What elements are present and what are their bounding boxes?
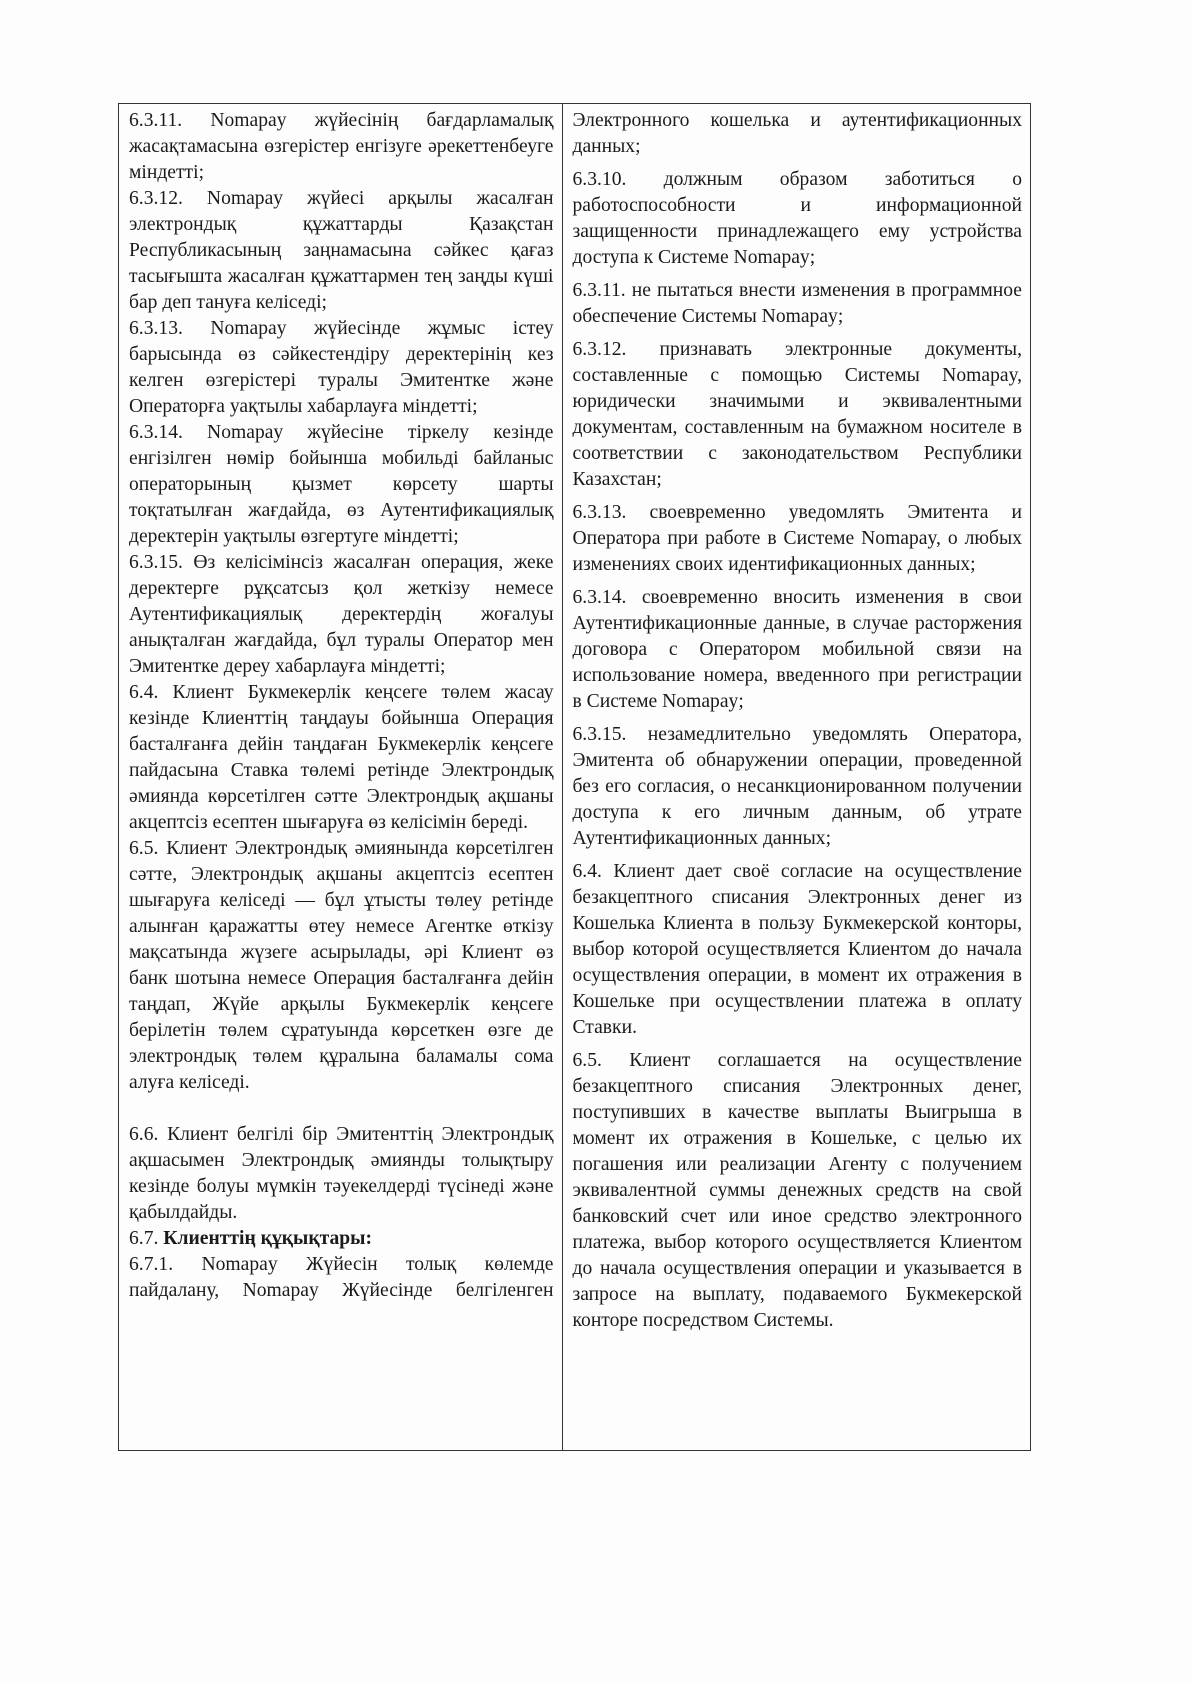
section-6-7-heading-kz bbox=[129, 1226, 554, 1252]
clause-6-5-ru: 6.5. Клиент соглашается на осуществление безакцептного списания Электронных денег, поступивших в качестве выплаты Выигрыша в момент их отражения в Кошельке, с целью их погашения или реализации Агенту с получением эквивалентной суммы денежных средств на свой банковский счет или иное средство электронного платежа, выбор которого осуществляется Клиентом до начала осуществления операции и указывается в запросе на выплату, подаваемого Букмекерской конторе посредством Системы. bbox=[572, 1050, 1022, 1331]
spacer bbox=[129, 1096, 554, 1122]
clause-6-4-kz: 6.4. Клиент Букмекерлік кеңсеге төлем жасау кезінде Клиенттің таңдауы бойынша Операция басталғанға дейін таңдаған Букмекерлік кеңсеге пайдасына Ставка төлемі ретінде Электрондық әмиянда көрсетілген сәтте Электрондық ақшаны акцептсіз есептен шығаруға өз келісімін береді. bbox=[129, 682, 554, 833]
clause-continuation-ru: Электронного кошелька и аутентификационных данных; bbox=[572, 110, 1022, 157]
clause-6-3-15-kz: 6.3.15. Өз келісімінсіз жасалған операция, жеке деректерге рұқсатсыз қол жеткізу немесе Аутентификациялық деректердің жоғалуы анықталған жағдайда, бұл туралы Оператор мен Эмитентке дереу хабарлауға міндетті; bbox=[129, 552, 554, 677]
clause-6-3-15-ru: 6.3.15. незамедлительно уведомлять Оператора, Эмитента об обнаружении операции, проведенной без его согласия, о несанкционированном получении доступа к его личным данным, об утрате Аутентификационных данных; bbox=[572, 724, 1022, 849]
section-number: 6.7. bbox=[129, 1228, 159, 1249]
bilingual-table bbox=[118, 103, 1031, 1451]
clause-6-7-1-kz: 6.7.1. Nomapay Жүйесін толық көлемде пайдалану, Nomapay Жүйесінде белгіленген bbox=[129, 1254, 554, 1301]
section-title: Клиенттің құқықтары: bbox=[163, 1228, 372, 1249]
russian-column bbox=[562, 104, 1031, 1451]
clause-6-3-11-kz: 6.3.11. Nomapay жүйесінің бағдарламалық жасақтамасына өзгерістер енгізуге әрекеттенбеуге міндетті; bbox=[129, 110, 554, 183]
clause-6-3-12-kz: 6.3.12. Nomapay жүйесі арқылы жасалған электрондық құжаттарды Қазақстан Республикасының заңнамасына сәйкес қағаз тасығышта жасалған құжаттармен тең заңды күші бар деп тануға келіседі; bbox=[129, 188, 554, 313]
clause-6-5-kz: 6.5. Клиент Электрондық әмиянында көрсетілген сәтте, Электрондық ақшаны акцептсіз есептен шығаруға келіседі — бұл ұтысты төлеу ретінде алынған қаражатты өтеу немесе Агентке өткізу мақсатында жүзеге асырылады, әрі Клиент өз банк шотына немесе Операция басталғанға дейін таңдап, Жүйе арқылы Букмекерлік кеңсеге берілетін төлем сұратуында көрсеткен өзге де электрондық төлем құралына баламалы сома алуға келіседі. bbox=[129, 838, 554, 1093]
table-row bbox=[119, 104, 1031, 1451]
clause-6-6-kz: 6.6. Клиент белгілі бір Эмитенттің Электрондық ақшасымен Электрондық әмиянды толықтыру кезінде болуы мүмкін тәуекелдерді түсінеді және қабылдайды. bbox=[129, 1124, 554, 1223]
clause-6-3-11-ru: 6.3.11. не пытаться внести изменения в программное обеспечение Системы Nomapay; bbox=[572, 280, 1022, 327]
clause-6-3-13-ru: 6.3.13. своевременно уведомлять Эмитента и Оператора при работе в Системе Nomapay, о любых изменениях своих идентификационных данных; bbox=[572, 502, 1022, 575]
clause-6-3-14-kz: 6.3.14. Nomapay жүйесіне тіркелу кезінде енгізілген нөмір бойынша мобильді байланыс операторының қызмет көрсету шарты тоқтатылған жағдайда, өз Аутентификациялық деректерін уақтылы өзгертуге міндетті; bbox=[129, 422, 554, 547]
clause-6-4-ru: 6.4. Клиент дает своё согласие на осуществление безакцептного списания Электронных денег из Кошелька Клиента в пользу Букмекерской конторы, выбор которой осуществляется Клиентом до начала осуществления операции, в момент их отражения в Кошельке при осуществлении платежа в оплату Ставки. bbox=[572, 861, 1022, 1038]
clause-6-3-13-kz: 6.3.13. Nomapay жүйесінде жұмыс істеу барысында өз сәйкестендіру деректерінің кез келген өзгерістері туралы Эмитентке және Операторға уақтылы хабарлауға міндетті; bbox=[129, 318, 554, 417]
kazakh-column bbox=[119, 104, 563, 1451]
clause-6-3-12-ru: 6.3.12. признавать электронные документы, составленные с помощью Системы Nomapay, юридически значимыми и эквивалентными документам, составленным на бумажном носителе в соответствии с законодательством Республики Казахстан; bbox=[572, 339, 1022, 490]
clause-6-3-14-ru: 6.3.14. своевременно вносить изменения в свои Аутентификационные данные, в случае расторжения договора с Оператором мобильной связи на использование номера, введенного при регистрации в Системе Nomapay; bbox=[572, 587, 1022, 712]
clause-6-3-10-ru: 6.3.10. должным образом заботиться о работоспособности и информационной защищенности принадлежащего ему устройства доступа к Системе Nomapay; bbox=[572, 169, 1022, 268]
